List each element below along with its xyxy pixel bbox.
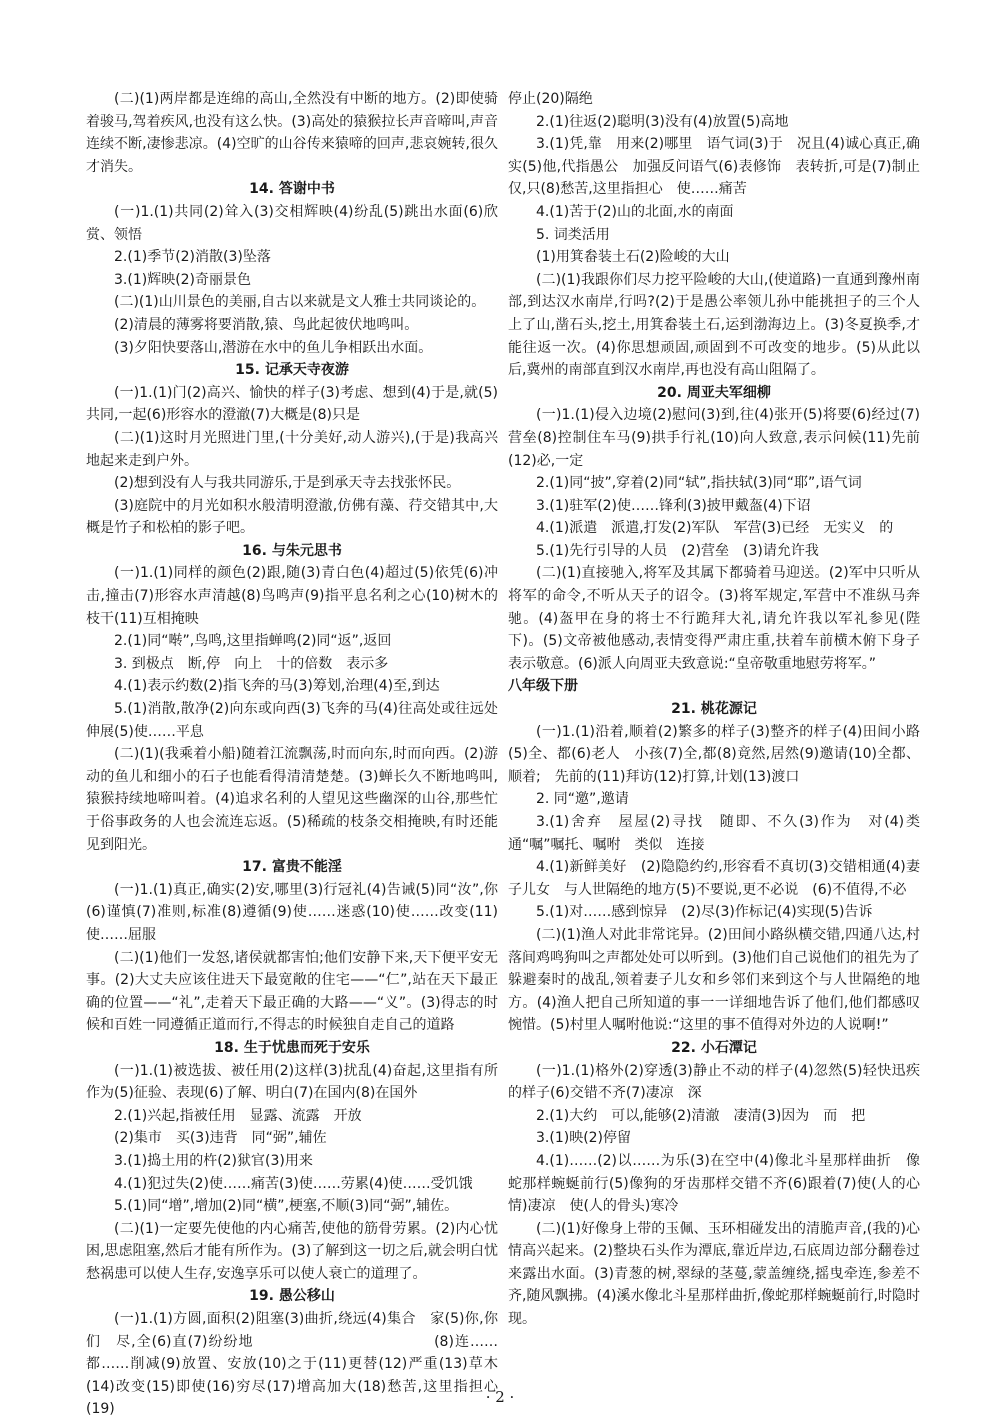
answer-paragraph: 4.(1)表示约数(2)指飞奔的马(3)筹划,治理(4)至,到达 — [114, 678, 440, 695]
answer-paragraph: (一)1.(1)格外(2)穿透(3)静止不动的样子(4)忽然(5)轻快迅疾的样子(6)交错不齐(7)凄凉 深 — [508, 1062, 920, 1102]
answer-paragraph: (二)(1)这时月光照进门里,(十分美好,动人游兴),(于是)我高兴地起来走到户外。 — [86, 429, 498, 469]
answer-paragraph: (二)(1)两岸都是连绵的高山,全然没有中断的地方。(2)即使骑着骏马,驾着疾风,也没有这么快。(3)高处的猿猴拉长声音啼叫,声音连续不断,凄惨悲凉。(4)空旷的山谷传来猿啼的回声,悲哀婉转,很久才消失。 — [86, 91, 498, 175]
answer-paragraph: 2.(1)往返(2)聪明(3)没有(4)放置(5)高地 — [536, 113, 789, 130]
section-heading: 18. 生于忧患而死于安乐 — [214, 1039, 370, 1056]
answer-paragraph: 3.(1)捣土用的杵(2)狱官(3)用来 — [114, 1152, 313, 1169]
answer-paragraph: (3)庭院中的月光如积水般清明澄澈,仿佛有藻、荇交错其中,大概是竹子和松柏的影子吧。 — [86, 497, 498, 537]
answer-paragraph: 3.(1)舍弃 屋屋(2)寻找 随即、不久(3)作为 对(4)类通“嘱”嘱托、嘱咐 类似 连接 — [508, 814, 920, 853]
section-heading: 16. 与朱元思书 — [242, 542, 342, 559]
answer-paragraph: 4.(1)苦于(2)山的北面,水的南面 — [536, 203, 734, 220]
section-heading: 17. 富贵不能淫 — [242, 859, 342, 876]
left-column — [86, 88, 498, 1421]
section-heading: 15. 记承天寺夜游 — [235, 362, 349, 379]
answer-paragraph: 5.(1)对……感到惊异 (2)尽(3)作标记(4)实现(5)告诉 — [536, 904, 873, 921]
answer-paragraph: (一)1.(1)侵入边境(2)慰问(3)到,往(4)张开(5)将要(6)经过(7)营垒(8)控制住车马(9)拱手行礼(10)向人致意,表示问候(11)先前(12)必,一定 — [508, 407, 920, 469]
answer-paragraph: 3.(1)映(2)停留 — [536, 1130, 632, 1147]
answer-paragraph: (二)(1)(我乘着小船)随着江流飘荡,时而向东,时而向西。(2)游动的鱼儿和细小的石子也能看得清清楚楚。(3)蝉长久不断地鸣叫,猿猴持续地啼叫着。(4)追求名利的人望见这些幽深的山谷,那些忙于俗事政务的人也会流连忘返。(5)稀疏的枝条交相掩映,有时还能见到阳光。 — [86, 746, 498, 853]
answer-paragraph: (2)想到没有人与我共同游乐,于是到承天寺去找张怀民。 — [114, 475, 461, 492]
answer-paragraph: (一)1.(1)沿着,顺着(2)繁多的样子(3)整齐的样子(4)田间小路(5)全、都(6)老人 小孩(7)全,都(8)竟然,居然(9)邀请(10)全都、顺着; 先前的(11)拜访(12)打算,计划(13)渡口 — [508, 723, 920, 785]
section-heading: 14. 答谢中书 — [249, 181, 335, 198]
answer-paragraph: 5. 词类活用 — [536, 226, 610, 243]
answer-paragraph: (3)夕阳快要落山,潜游在水中的鱼儿争相跃出水面。 — [114, 339, 433, 356]
answer-paragraph: (1)用箕畚装土石(2)险峻的大山 — [536, 249, 730, 266]
grade-heading: 八年级下册 — [508, 678, 578, 695]
answer-paragraph: (二)(1)直接驰入,将军及其属下都骑着马迎送。(2)军中只听从将军的命令,不听从天子的诏令。(3)将军规定,军营中不准纵马奔驰。(4)盔甲在身的将士不行跪拜大礼,请允许我以军礼参见(陛下)。(5)文帝被他感动,表情变得严肃庄重,扶着车前横木俯下身子表示敬意。(6)派人向周亚夫致意说:“皇帝敬重地慰劳将军。” — [508, 565, 920, 672]
right-column — [508, 88, 934, 1331]
page-number: · 2 · — [485, 1388, 515, 1406]
answer-paragraph: 2.(1)大约 可以,能够(2)清澈 凄清(3)因为 而 把 — [536, 1107, 866, 1124]
section-heading: 21. 桃花源记 — [671, 701, 757, 718]
answer-paragraph: 2.(1)同“披”,穿着(2)同“轼”,指扶轼(3)同“耶”,语气词 — [536, 475, 862, 492]
answer-paragraph: 停止(20)隔绝 — [508, 91, 593, 107]
answer-paragraph: 2.(1)季节(2)消散(3)坠落 — [114, 249, 271, 266]
answer-paragraph: 2. 同“邀”,邀请 — [536, 791, 629, 808]
answer-paragraph: (二)(1)山川景色的美丽,自古以来就是文人雅士共同谈论的。 — [114, 294, 486, 311]
answer-paragraph: 3.(1)驻军(2)使……锋利(3)披甲戴盔(4)下诏 — [536, 497, 811, 514]
answer-paragraph: (一)1.(1)方圆,面积(2)阻塞(3)曲折,绕远(4)集合 家(5)你,你们 尽,全(6)直(7)纷纷地 (8)连……都……削减(9)放置、安放(10)之于(11)更替(12)严重(13)草木(14)改变(15)即使(16)穷尽(17)增高加大(18)愁苦,这里指担心(19) — [86, 1311, 498, 1418]
section-heading: 20. 周亚夫军细柳 — [657, 384, 771, 401]
answer-paragraph: (二)(1)他们一发怒,诸侯就都害怕;他们安静下来,天下便平安无事。(2)大丈夫应该住进天下最宽敞的住宅——“仁”,站在天下最正确的位置——“礼”,走着天下最正确的大路——“义”。(3)得志的时候和百姓一同遵循正道而行,不得志的时候独自走自己的道路 — [86, 949, 498, 1034]
answer-paragraph: (二)(1)渔人对此非常诧异。(2)田间小路纵横交错,四通八达,村落间鸡鸣狗叫之声都处处可以听到。(3)他们自己说他们的祖先为了躲避秦时的战乱,领着妻子儿女和乡邻们来到这个与人世隔绝的地方。(4)渔人把自己所知道的事一一详细地告诉了他们,他们都感叹惋惜。(5)村里人嘱咐他说:“这里的事不值得对外边的人说啊!” — [508, 926, 920, 1034]
answer-paragraph: (一)1.(1)真正,确实(2)安,哪里(3)行冠礼(4)告诫(5)同“汝”,你(6)谨慎(7)准则,标准(8)遵循(9)使……迷惑(10)使……改变(11)使……屈服 — [86, 881, 498, 943]
answer-paragraph: 4.(1)派遣 派遣,打发(2)军队 军营(3)已经 无实义 的 — [536, 520, 894, 537]
answer-paragraph: 4.(1)犯过失(2)使……痛苦(3)使……劳累(4)使……受饥饿 — [114, 1175, 473, 1192]
answer-paragraph: 4.(1)……(2)以……为乐(3)在空中(4)像北斗星那样曲折 像蛇那样蜿蜒前行(5)像狗的牙齿那样交错不齐(6)跟着(7)使(人的心情)凄凉 使(人的骨头)寒冷 — [508, 1152, 920, 1215]
answer-paragraph: 3. 到极点 断,停 向上 十的倍数 表示多 — [114, 655, 389, 672]
answer-paragraph: (二)(1)我跟你们尽力挖平险峻的大山,(使道路)一直通到豫州南部,到达汉水南岸,行吗?(2)于是愚公率领儿孙中能挑担子的三个人上了山,凿石头,挖土,用箕畚装土石,运到渤海边上。(3)冬夏换季,才能往返一次。(4)你思想顽固,顽固到不可改变的地步。(5)从此以后,冀州的南部直到汉水南岸,再也没有高山阻隔了。 — [508, 271, 920, 379]
answer-paragraph: (2)清晨的薄雾将要消散,猿、鸟此起彼伏地鸣叫。 — [114, 316, 419, 333]
answer-paragraph: 5.(1)先行引导的人员 (2)营垒 (3)请允许我 — [536, 542, 819, 559]
answer-paragraph: (二)(1)一定要先使他的内心痛苦,使他的筋骨劳累。(2)内心忧困,思虑阻塞,然后才能有所作为。(3)了解到这一切之后,就会明白忧愁祸患可以使人生存,安逸享乐可以使人衰亡的道理了。 — [86, 1220, 498, 1282]
answer-paragraph: (一)1.(1)被选拔、被任用(2)这样(3)扰乱(4)奋起,这里指有所作为(5)征验、表现(6)了解、明白(7)在国内(8)在国外 — [86, 1062, 498, 1102]
answer-paragraph: (一)1.(1)同样的颜色(2)跟,随(3)青白色(4)超过(5)依凭(6)冲击,撞击(7)形容水声清越(8)鸟鸣声(9)指平息名利之心(10)树木的枝干(11)互相掩映 — [86, 565, 498, 627]
answer-paragraph: 3.(1)凭,靠 用来(2)哪里 语气词(3)于 况且(4)诚心真正,确实(5)他,代指愚公 加强反问语气(6)表修饰 表转折,可是(7)制止 仅,只(8)愁苦,这里指担心 使……痛苦 — [508, 136, 934, 198]
section-heading: 22. 小石潭记 — [671, 1039, 757, 1056]
answer-paragraph: 3.(1)辉映(2)奇丽景色 — [114, 271, 252, 288]
answer-paragraph: 4.(1)新鲜美好 (2)隐隐约约,形容看不真切(3)交错相通(4)妻子儿女 与人世隔绝的地方(5)不要说,更不必说 (6)不值得,不必 — [508, 859, 920, 898]
answer-paragraph: (一)1.(1)共同(2)耸入(3)交相辉映(4)纷乱(5)跳出水面(6)欣赏、领悟 — [86, 203, 498, 243]
answer-paragraph: 2.(1)同“啭”,鸟鸣,这里指蝉鸣(2)同“返”,返回 — [114, 633, 392, 650]
answer-paragraph: 5.(1)同“增”,增加(2)同“横”,梗塞,不顺(3)同“弼”,辅佐。 — [114, 1198, 459, 1215]
section-heading: 19. 愚公移山 — [249, 1288, 335, 1305]
answer-paragraph: (一)1.(1)门(2)高兴、愉快的样子(3)考虑、想到(4)于是,就(5)共同,一起(6)形容水的澄澈(7)大概是(8)只是 — [86, 384, 498, 424]
answer-paragraph: 2.(1)兴起,指被任用 显露、流露 开放 — [114, 1107, 362, 1124]
answer-paragraph: (2)集市 买(3)违背 同“弼”,辅佐 — [114, 1130, 327, 1147]
answer-paragraph: (二)(1)好像身上带的玉佩、玉环相碰发出的清脆声音,(我的)心情高兴起来。(2)整块石头作为潭底,靠近岸边,石底周边部分翻卷过来露出水面。(3)青葱的树,翠绿的茎蔓,蒙盖缠绕,摇曳牵连,参差不齐,随风飘拂。(4)溪水像北斗星那样曲折,像蛇那样蜿蜒前行,时隐时现。 — [508, 1220, 920, 1328]
answer-paragraph: 5.(1)消散,散净(2)向东或向西(3)飞奔的马(4)往高处或往远处伸展(5)使……平息 — [86, 701, 498, 740]
